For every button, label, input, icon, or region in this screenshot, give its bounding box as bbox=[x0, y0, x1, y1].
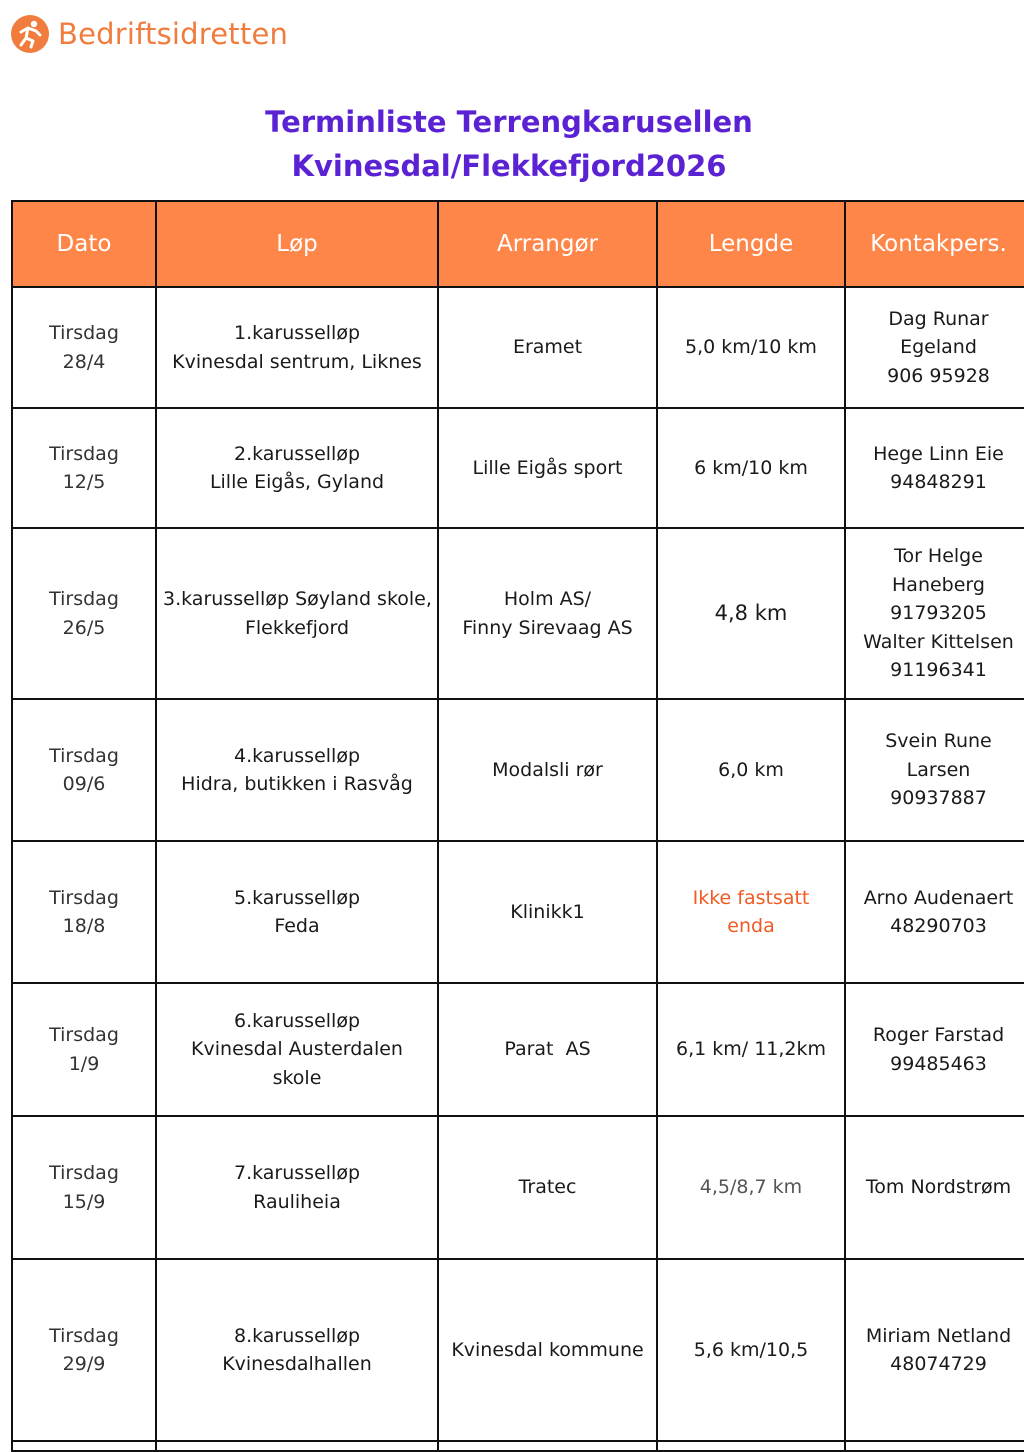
date-text: 26/5 bbox=[62, 616, 106, 639]
organizer-cell bbox=[438, 983, 657, 1116]
table-row bbox=[12, 287, 1024, 408]
race-text: 2.karusselløp bbox=[233, 442, 361, 465]
contact-text: Roger Farstad bbox=[872, 1024, 1005, 1046]
day-text: Tirsdag bbox=[49, 588, 119, 610]
length-cell bbox=[657, 287, 845, 408]
table-row bbox=[12, 699, 1024, 841]
contact-text: Haneberg bbox=[892, 573, 985, 596]
table-row bbox=[12, 841, 1024, 983]
race-text: Feda bbox=[274, 915, 320, 937]
date-cell bbox=[12, 699, 156, 841]
title-line-1: Terminliste Terrengkarusellen bbox=[265, 105, 753, 139]
contact-cell bbox=[845, 408, 1024, 528]
brand-name: Bedriftsidretten bbox=[58, 17, 289, 51]
organizer-text: Lille Eigås sport bbox=[472, 456, 623, 479]
date-cell bbox=[12, 408, 156, 528]
header-contact: Kontakpers. bbox=[845, 201, 1024, 287]
contact-cell bbox=[845, 1259, 1024, 1441]
organizer-cell bbox=[438, 841, 657, 983]
runner-logo-icon bbox=[10, 14, 50, 54]
empty-cell bbox=[845, 1441, 1024, 1451]
contact-cell bbox=[845, 287, 1024, 408]
header-organizer: Arrangør bbox=[438, 201, 657, 287]
empty-cell bbox=[12, 1441, 156, 1451]
table-row bbox=[12, 983, 1024, 1116]
day-text: Tirsdag bbox=[49, 1162, 119, 1184]
length-cell bbox=[657, 1116, 845, 1259]
date-text: 18/8 bbox=[62, 915, 106, 937]
length-cell bbox=[657, 841, 845, 983]
race-text: skole bbox=[272, 1066, 322, 1089]
table-row bbox=[12, 1259, 1024, 1441]
empty-cell bbox=[438, 1441, 657, 1451]
race-text: 3.karusselløp Søyland skole, bbox=[163, 588, 432, 610]
contact-text: 48074729 bbox=[890, 1353, 987, 1375]
race-text: Kvinesdal sentrum, Liknes bbox=[172, 350, 422, 373]
date-text: 09/6 bbox=[62, 773, 106, 795]
table-row-cut-off bbox=[12, 1441, 1024, 1451]
header-race: Løp bbox=[156, 201, 438, 287]
date-cell bbox=[12, 1259, 156, 1441]
contact-text: 99485463 bbox=[890, 1052, 987, 1075]
contact-text: Walter Kittelsen bbox=[863, 630, 1014, 653]
race-text: 4.karusselløp bbox=[233, 744, 361, 767]
day-text: Tirsdag bbox=[49, 322, 119, 344]
length-cell bbox=[657, 699, 845, 841]
length-text: Ikke fastsatt bbox=[692, 886, 810, 909]
organizer-text: Klinikk1 bbox=[510, 900, 585, 923]
contact-cell bbox=[845, 1116, 1024, 1259]
race-cell bbox=[156, 287, 438, 408]
length-text: 4,8 km bbox=[714, 601, 788, 626]
contact-text: Egeland bbox=[900, 336, 977, 359]
race-text: 7.karusselløp bbox=[233, 1162, 361, 1184]
contact-text: Miriam Netland bbox=[865, 1324, 1012, 1347]
race-text: Flekkefjord bbox=[244, 616, 350, 639]
day-text: Tirsdag bbox=[49, 442, 119, 465]
length-text: 6,1 km/ 11,2km bbox=[675, 1038, 827, 1061]
race-cell bbox=[156, 408, 438, 528]
contact-text: Svein Rune bbox=[885, 730, 992, 753]
header-length: Lengde bbox=[657, 201, 845, 287]
schedule-table bbox=[11, 200, 1024, 1452]
organizer-cell bbox=[438, 528, 657, 699]
day-text: Tirsdag bbox=[49, 886, 119, 909]
header-date: Dato bbox=[12, 201, 156, 287]
date-cell bbox=[12, 841, 156, 983]
length-cell bbox=[657, 1259, 845, 1441]
length-text: 6,0 km bbox=[718, 758, 784, 781]
date-text: 29/9 bbox=[62, 1353, 106, 1375]
table-row bbox=[12, 528, 1024, 699]
race-cell bbox=[156, 1116, 438, 1259]
organizer-text: Modalsli rør bbox=[492, 758, 603, 781]
date-text: 12/5 bbox=[62, 471, 106, 493]
race-cell bbox=[156, 841, 438, 983]
date-cell bbox=[12, 528, 156, 699]
contact-cell bbox=[845, 983, 1024, 1116]
contact-text: 91793205 bbox=[890, 602, 987, 625]
race-text: Rauliheia bbox=[253, 1190, 341, 1213]
brand-logo bbox=[10, 14, 288, 54]
race-text: 6.karusselløp bbox=[233, 1009, 361, 1032]
race-text: 1.karusselløp bbox=[233, 322, 361, 344]
contact-text: 90937887 bbox=[890, 787, 987, 810]
length-text: 6 km/10 km bbox=[694, 456, 808, 479]
contact-cell bbox=[845, 528, 1024, 699]
organizer-cell bbox=[438, 699, 657, 841]
table-row bbox=[12, 408, 1024, 528]
contact-text: Tom Nordstrøm bbox=[865, 1176, 1012, 1199]
date-text: 1/9 bbox=[68, 1052, 100, 1075]
contact-cell bbox=[845, 699, 1024, 841]
race-cell bbox=[156, 528, 438, 699]
date-text: 15/9 bbox=[62, 1190, 106, 1213]
length-cell bbox=[657, 528, 845, 699]
race-text: 8.karusselløp bbox=[233, 1324, 361, 1347]
race-text: Hidra, butikken i Rasvåg bbox=[181, 773, 413, 795]
organizer-cell bbox=[438, 408, 657, 528]
length-text: 5,0 km/10 km bbox=[685, 336, 817, 359]
contact-text: Tor Helge bbox=[894, 545, 983, 568]
date-text: 28/4 bbox=[62, 350, 106, 373]
race-text: 5.karusselløp bbox=[233, 886, 361, 909]
race-text: Lille Eigås, Gyland bbox=[209, 471, 385, 493]
page-title bbox=[0, 100, 1018, 188]
contact-text: Dag Runar bbox=[888, 307, 989, 330]
race-cell bbox=[156, 1259, 438, 1441]
organizer-cell bbox=[438, 287, 657, 408]
organizer-cell bbox=[438, 1116, 657, 1259]
length-text: 4,5/8,7 km bbox=[699, 1176, 803, 1199]
day-text: Tirsdag bbox=[49, 744, 119, 767]
organizer-text: Kvinesdal kommune bbox=[451, 1338, 644, 1361]
organizer-text: Holm AS/ bbox=[503, 588, 592, 610]
contact-cell bbox=[845, 841, 1024, 983]
length-text: 5,6 km/10,5 bbox=[693, 1338, 809, 1361]
race-cell bbox=[156, 983, 438, 1116]
date-cell bbox=[12, 983, 156, 1116]
day-text: Tirsdag bbox=[49, 1324, 119, 1347]
race-text: Kvinesdalhallen bbox=[222, 1353, 372, 1375]
contact-text: 91196341 bbox=[890, 659, 987, 682]
empty-cell bbox=[156, 1441, 438, 1451]
length-text: enda bbox=[727, 915, 775, 937]
contact-text: 48290703 bbox=[890, 915, 987, 937]
contact-text: 94848291 bbox=[890, 471, 987, 493]
date-cell bbox=[12, 1116, 156, 1259]
table-header-row bbox=[12, 201, 1024, 287]
table-row bbox=[12, 1116, 1024, 1259]
date-cell bbox=[12, 287, 156, 408]
empty-cell bbox=[657, 1441, 845, 1451]
day-text: Tirsdag bbox=[49, 1024, 119, 1046]
contact-text: Larsen bbox=[906, 758, 971, 781]
race-cell bbox=[156, 699, 438, 841]
organizer-cell bbox=[438, 1259, 657, 1441]
organizer-text: Tratec bbox=[518, 1176, 577, 1199]
contact-text: 906 95928 bbox=[887, 364, 990, 387]
organizer-text: Finny Sirevaag AS bbox=[462, 616, 633, 639]
title-line-2: Kvinesdal/Flekkefjord2026 bbox=[291, 149, 727, 183]
race-text: Kvinesdal Austerdalen bbox=[191, 1038, 403, 1061]
length-cell bbox=[657, 983, 845, 1116]
contact-text: Arno Audenaert bbox=[863, 886, 1014, 909]
organizer-text: Parat AS bbox=[504, 1038, 591, 1061]
length-cell bbox=[657, 408, 845, 528]
contact-text: Hege Linn Eie bbox=[873, 442, 1004, 465]
organizer-text: Eramet bbox=[512, 336, 583, 359]
